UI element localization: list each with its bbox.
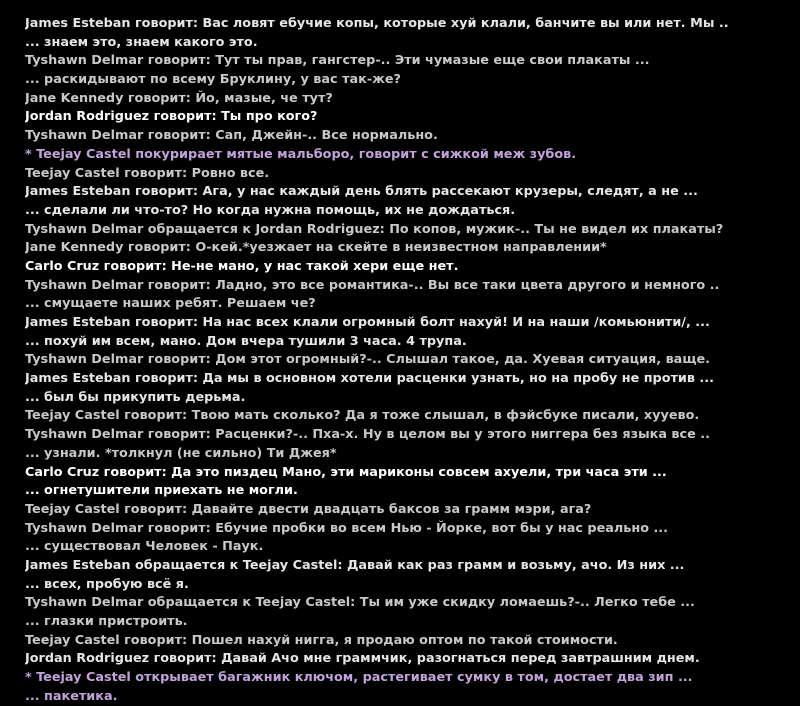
chat-message-line: ... похуй им всем, мано. Дом вчера тушили 3 часа. 4 трупа. — [25, 333, 467, 349]
chat-message-line: Teejay Castel говорит: Твою мать сколько? Да я тоже слышал, в фэйсбуке писали, хууево. — [25, 408, 700, 424]
chat-message-line: Tyshawn Delmar говорит: Тут ты прав, гангстер-.. Эти чумазые еще свои плакаты ... — [25, 53, 650, 69]
chat-log — [25, 15, 795, 706]
chat-message-line: Tyshawn Delmar говорит: Расценки?-.. Пха-х. Ну в целом вы у этого ниггера без языка все .. — [25, 427, 710, 443]
chat-message-line: Tyshawn Delmar говорит: Сап, Джейн-.. Все нормально. — [25, 128, 438, 144]
chat-message-line: Tyshawn Delmar говорит: Ладно, это все романтика-.. Вы все таки цвета другого и немного .. — [25, 277, 720, 293]
chat-message-line: Jane Kennedy говорит: О-кей.*уезжает на скейте в неизвестном направлении* — [25, 240, 607, 256]
chat-action-line: * Teejay Castel открывает багажник ключом, растегивает сумку в том, достает два зип ... — [25, 670, 693, 686]
chat-message-line: Tyshawn Delmar обращается к Teejay Castel: Ты им уже скидку ломаешь?-.. Легко тебе ... — [25, 595, 695, 611]
chat-message-line: James Esteban говорит: На нас всех клали огромный болт нахуй! И на наши /комьюнити/, ... — [25, 315, 710, 330]
chat-message-line: Jane Kennedy говорит: Йо, мазые, че тут? — [25, 90, 333, 106]
chat-message-line: ... смущаете наших ребят. Решаем че? — [25, 296, 316, 312]
chat-action-line: * Teejay Castel покурирает мятые мальборо, говорит с сижкой меж зубов. — [25, 146, 577, 162]
chat-message-line: James Esteban говорит: Вас ловят ебучие копы, которые хуй клали, банчите вы или нет. Мы .. — [25, 16, 729, 31]
chat-message-line: Jordan Rodriguez говорит: Ты про кого? — [25, 109, 318, 125]
chat-message-line: ... раскидывают по всему Бруклину, у вас так-же? — [25, 72, 401, 88]
chat-message-line: ... огнетушители приехать не могли. — [25, 483, 298, 499]
chat-message-line: Teejay Castel говорит: Пошел нахуй нигга, я продаю оптом по такой стоимости. — [25, 632, 618, 648]
chat-message-line: Tyshawn Delmar говорит: Ебучие пробки во всем Нью - Йорке, вот бы у нас реально ... — [25, 520, 669, 536]
chat-message-line: Carlo Cruz говорит: Не-не мано, у нас такой хери еще нет. — [25, 258, 459, 274]
chat-message-line: ... был бы прикупить дерьма. — [25, 389, 246, 405]
chat-message-line: ... знаем это, знаем какого это. — [25, 34, 258, 50]
chat-message-line: ... узнали. *толкнул (не сильно) Ти Джея* — [25, 445, 337, 461]
chat-message-line: James Esteban обращается к Teejay Castel: Давай как раз грамм и возьму, ачо. Из них ... — [25, 557, 685, 573]
chat-action-line: ... пакетика. — [25, 688, 118, 704]
chat-message-line: ... существовал Человек - Паук. — [25, 539, 264, 555]
chat-message-line: Carlo Cruz говорит: Да это пиздец Мано, эти мариконы совсем ахуели, три часа эти ... — [25, 464, 667, 480]
chat-message-line: ... всех, пробую всё я. — [25, 576, 189, 592]
chat-message-line: James Esteban говорит: Да мы в основном хотели расценки узнать, но на пробу не против ... — [25, 371, 715, 387]
chat-message-line: Jordan Rodriguez говорит: Давай Ачо мне граммчик, разогнаться перед завтрашним днем. — [25, 651, 700, 667]
chat-message-line: Tyshawn Delmar говорит: Дом этот огромный?-.. Слышал такое, да. Хуевая ситуация, ваще. — [25, 352, 711, 368]
chat-message-line: Teejay Castel говорит: Давайте двести двадцать баксов за грамм мэри, ага? — [25, 501, 592, 517]
chat-message-line: ... сделали ли что-то? Но когда нужна помощь, их не дождаться. — [25, 202, 516, 218]
chat-message-line: James Esteban говорит: Ага, у нас каждый день блять рассекают крузеры, следят, а не ... — [25, 184, 698, 200]
chat-message-line: ... глазки пристроить. — [25, 614, 188, 629]
chat-message-line: Teejay Castel говорит: Ровно все. — [25, 165, 270, 181]
chat-message-line: Tyshawn Delmar обращается к Jordan Rodriguez: По копов, мужик-.. Ты не видел их плакаты? — [25, 221, 724, 237]
